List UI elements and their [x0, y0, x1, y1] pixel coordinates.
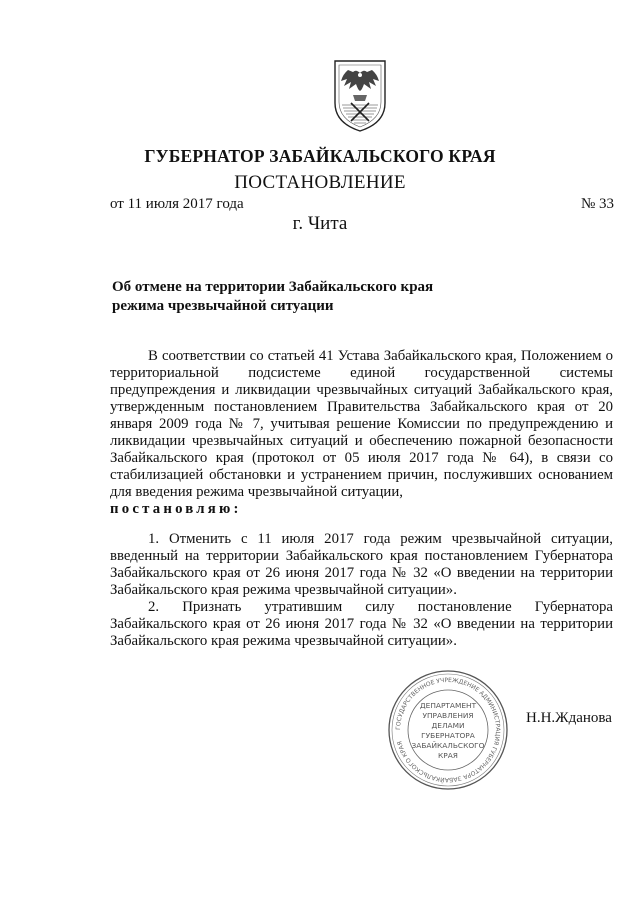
item-1-paragraph: 1. Отменить с 11 июля 2017 года режим чрезвычайной ситуации, введенный на территории Забайкальского края постановлением Губернатора Забайкальского края от 26 июня 2017 года № 32 «О введении на территории Забайкальского края режима чрезвычайной ситуации». [110, 531, 613, 598]
stamp-line-5: ЗАБАЙКАЛЬСКОГО [411, 741, 485, 750]
signatory-name: Н.Н.Жданова [526, 710, 612, 726]
stamp-line-1: ДЕПАРТАМЕНТ [419, 701, 477, 710]
stamp-ring-text: ГОСУДАРСТВЕННОЕ УЧРЕЖДЕНИЕ АДМИНИСТРАЦИЯ ГУБЕРНАТОРА ЗАБАЙКАЛЬСКОГО КРАЯ [394, 676, 502, 784]
document-body [110, 348, 613, 650]
stamp-line-2: УПРАВЛЕНИЯ [422, 711, 474, 720]
subject-line-2: режима чрезвычайной ситуации [112, 298, 334, 314]
preamble-paragraph: В соответствии со статьей 41 Устава Забайкальского края, Положением о территориальной подсистеме единой государственной системы предупреждения и ликвидации чрезвычайных ситуаций Забайкальского края, утвержденным постановлением Правительства Забайкальского края от 20 января 2009 года № 7, учитывая решение Комиссии по предупреждению и ликвидации чрезвычайных ситуаций и обеспечению пожарной безопасности Забайкальского края (протокол от 05 июля 2017 года № 64), в связи со стабилизацией обстановки и устранением причин, послуживших основанием для введения режима чрезвычайной ситуации, [110, 348, 613, 500]
authority-title: ГУБЕРНАТОР ЗАБАЙКАЛЬСКОГО КРАЯ [144, 146, 496, 166]
stamp-line-4: ГУБЕРНАТОРА [421, 731, 475, 740]
document-type: ПОСТАНОВЛЕНИЕ [234, 172, 406, 193]
item-2-paragraph: 2. Признать утратившим силу постановление Губернатора Забайкальского края от 26 июня 2017 года № 32 «О введении на территории Забайкальского края режима чрезвычайной ситуации». [110, 599, 613, 649]
document-date: от 11 июля 2017 года [110, 196, 244, 212]
official-seal-stamp [385, 668, 511, 792]
stamp-line-6: КРАЯ [438, 751, 458, 760]
resolution-word: постановляю: [110, 501, 242, 517]
stamp-line-3: ДЕЛАМИ [431, 721, 465, 730]
document-number: № 33 [580, 196, 614, 212]
document-subject [112, 278, 492, 316]
document-city: г. Чита [292, 213, 348, 234]
coat-of-arms-emblem [331, 57, 389, 133]
subject-line-1: Об отмене на территории Забайкальского края [112, 279, 434, 295]
